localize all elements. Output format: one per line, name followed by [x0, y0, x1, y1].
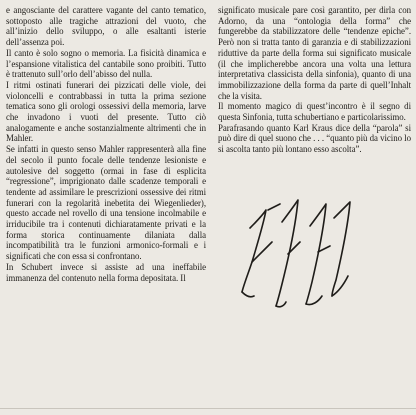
paragraph: Se infatti in questo senso Mahler rappresenterà alla fine del secolo il punto focale delle tendenze lesioniste e autolesive del soggetto (ormai in fase di esplicita “regressione”, imprigionato dalle scadenze temporali e tendente ad assimilare le prescrizioni ossessive dei ritmi funerari con la regolarità inebetita dei Wiegenlieder), questo accade nel rovello di una tensione incolmabile e irriducibile tra i contenuti dichiaratamente privati e la forma storica continuamente dilaniata dalla incompatibilità tra le funzioni armonico-formali e i significati che con essa si confrontano.	[6, 144, 206, 262]
paragraph: Il canto è solo sogno o memoria. La fisicità dinamica e l’espansione vitalistica del cantabile sono proibiti. Tutto è trattenuto sull’orlo dell’abisso del nulla.	[6, 47, 206, 80]
signature-stroke	[306, 204, 326, 304]
paragraph: I ritmi ostinati funerari dei pizzicati delle viole, dei violoncelli e contrabbassi in tutta la prima sezione tematica sono gli orologi ossessivi della memoria, larve che invadono i vuoti del presente. Tutto ciò analogamente e anche sostanzialmente altrimenti che in Mahler.	[6, 79, 206, 144]
signature-stroke	[276, 200, 298, 306]
left-column	[6, 5, 206, 283]
signature-stroke	[332, 202, 350, 296]
paragraph: e angosciante del carattere vagante del canto tematico, sottoposto alle tragiche attrazioni del vuoto, che all’inizio dello sviluppo, o alle esaltanti isterie dell’assenza poi.	[6, 5, 206, 48]
right-column	[218, 5, 411, 155]
paragraph: In Schubert invece si assiste ad una ineffabile immanenza del contenuto nella forma depositata. Il	[6, 261, 206, 283]
paragraph: Parafrasando quanto Karl Kraus dice della “parola” si può dire di quel suono che . . . “quanto più da vicino lo si ascolta tanto più lontano esso ascolta”.	[218, 122, 411, 155]
signature-stroke	[242, 292, 254, 297]
bottom-rule	[0, 408, 416, 409]
paragraph: Il momento magico di quest’incontro è il segno di questa Sinfonia, tutta schubertiano e particolarissimo.	[218, 101, 411, 123]
signature-stroke	[268, 204, 280, 210]
paragraph: significato musicale pare così garantito, per dirla con Adorno, da una “ontologia della forma” che fungerebbe da stabilizzatore delle “tendenze epiche”. Però non si tratta tanto di garanzia e di stabilizzazioni riduttive da parte della forma sui significato musicale (il che implicherebbe ancora una volta una lettura interpretativa classicista della sinfonia), quanto di una immobilizzazione della forma da parte di quell’Inhalt che la visita.	[218, 5, 411, 101]
signature-image	[222, 192, 372, 316]
